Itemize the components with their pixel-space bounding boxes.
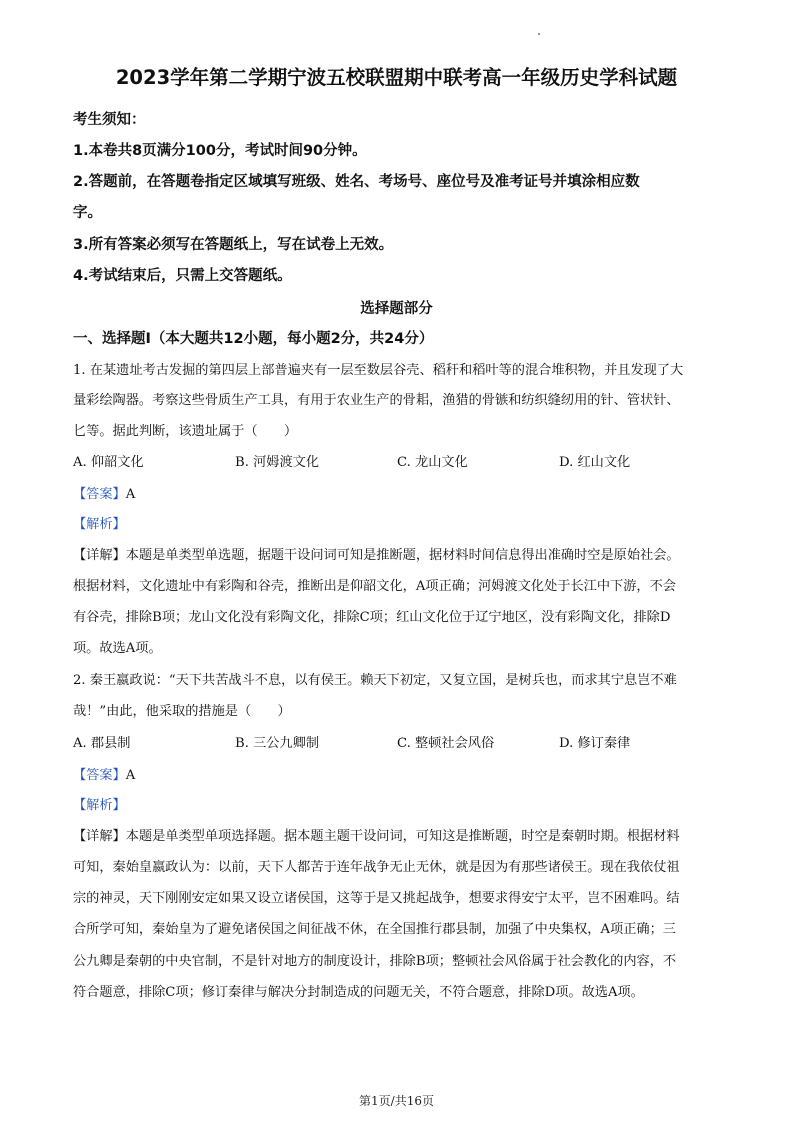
- q1-detail-line-2: 根据材料，文化遗址中有彩陶和谷壳，推断出是仰韶文化，A项正确；河姆渡文化处于长江中下游，不会: [73, 579, 676, 594]
- q2-detail-line-4: 合所学可知，秦始皇为了避免诸侯国之间征战不休，在全国推行郡县制，加强了中央集权，A项正确；三: [73, 922, 676, 937]
- q2-detail-line-3: 宗的神灵，天下刚刚安定如果又设立诸侯国，这等于是又挑起战争，想要求得安宁太平，岂不困难吗。结: [73, 891, 680, 906]
- q2-option-c: C. 整顿社会风俗: [397, 736, 495, 751]
- q2-stem-line-1: 2. 秦王嬴政说：“天下共苦战斗不息，以有侯王。赖天下初定，又复立国，是树兵也，而求其宁息岂不难: [73, 673, 677, 688]
- notice-item-2-cont: 字。: [73, 205, 102, 221]
- page-title: 2023学年第二学期宁波五校联盟期中联考高一年级历史学科试题: [115, 66, 678, 89]
- q1-option-d: D. 红山文化: [559, 455, 631, 470]
- q2-analysis-label: 【解析】: [73, 798, 126, 813]
- notice-heading: 考生须知：: [73, 112, 146, 128]
- q2-option-a: A. 郡县制: [73, 736, 131, 751]
- notice-item-2: 2.答题前，在答题卷指定区域填写班级、姓名、考场号、座位号及准考证号并填涂相应数: [73, 174, 640, 190]
- notice-item-1: 1.本卷共8页满分100分，考试时间90分钟。: [73, 143, 367, 159]
- q1-detail-line-1: 【详解】本题是单类型单选题，据题干设问词可知是推断题，据材料时间信息得出准确时空是原始社会。: [73, 548, 680, 563]
- q2-detail-line-1: 【详解】本题是单类型单项选择题。据本题主题干设问词，可知这是推断题，时空是秦朝时期。根据材料: [73, 829, 680, 844]
- q1-answer-value: A: [125, 487, 136, 502]
- q2-answer: [73, 764, 135, 783]
- notice-item-3: 3.所有答案必须写在答题纸上，写在试卷上无效。: [73, 237, 394, 253]
- q2-option-d: D. 修订秦律: [559, 736, 631, 751]
- q1-analysis-label: 【解析】: [73, 517, 126, 532]
- q2-detail-line-5: 公九卿是秦朝的中央官制，不是针对地方的制度设计，排除B项；整顿社会风俗属于社会教化的内容，不: [73, 954, 677, 969]
- q1-option-c: C. 龙山文化: [397, 455, 468, 470]
- q2-detail-line-2: 可知，秦始皇嬴政认为：以前，天下人都苦于连年战争无止无休，就是因为有那些诸侯王。现在我依仗祖: [73, 860, 680, 875]
- q1-option-b: B. 河姆渡文化: [235, 455, 320, 470]
- q1-option-a: A. 仰韶文化: [73, 455, 144, 470]
- q1-detail-line-3: 有谷壳，排除B项；龙山文化没有彩陶文化，排除C项；红山文化位于辽宁地区，没有彩陶文化，排除D: [73, 610, 671, 625]
- q1-answer: [73, 483, 135, 502]
- notice-item-4: 4.考试结束后，只需上交答题纸。: [73, 268, 292, 284]
- q1-stem-line-1: 1. 在某遗址考古发掘的第四层上部普遍夹有一层至数层谷壳、稻秆和稻叶等的混合堆积物，并且发现了大: [73, 363, 684, 378]
- q2-stem-line-2: 哉！”由此，他采取的措施是（ ）: [73, 704, 291, 719]
- q2-detail-line-6: 符合题意，排除C项；修订秦律与解决分封制造成的问题无关，不符合题意，排除D项。故选A项。: [73, 985, 644, 1000]
- page-footer: 第1页/共16页: [359, 1094, 434, 1108]
- section-title: 选择题部分: [360, 301, 433, 317]
- q1-answer-label: 【答案】: [73, 487, 126, 502]
- q2-answer-label: 【答案】: [73, 768, 126, 783]
- scan-dot: [538, 33, 540, 35]
- q2-answer-value: A: [125, 768, 136, 783]
- q2-option-b: B. 三公九卿制: [235, 736, 320, 751]
- q1-stem-line-3: 匕等。据此判断，该遗址属于（ ）: [73, 424, 298, 439]
- q1-stem-line-2: 量彩绘陶器。考察这些骨质生产工具，有用于农业生产的骨耜，渔猎的骨镞和纺织缝纫用的针、管状针、: [73, 393, 680, 408]
- part-heading: 一、选择题Ⅰ（本大题共12小题，每小题2分，共24分）: [73, 331, 434, 347]
- q1-detail-line-4: 项。故选A项。: [73, 641, 162, 656]
